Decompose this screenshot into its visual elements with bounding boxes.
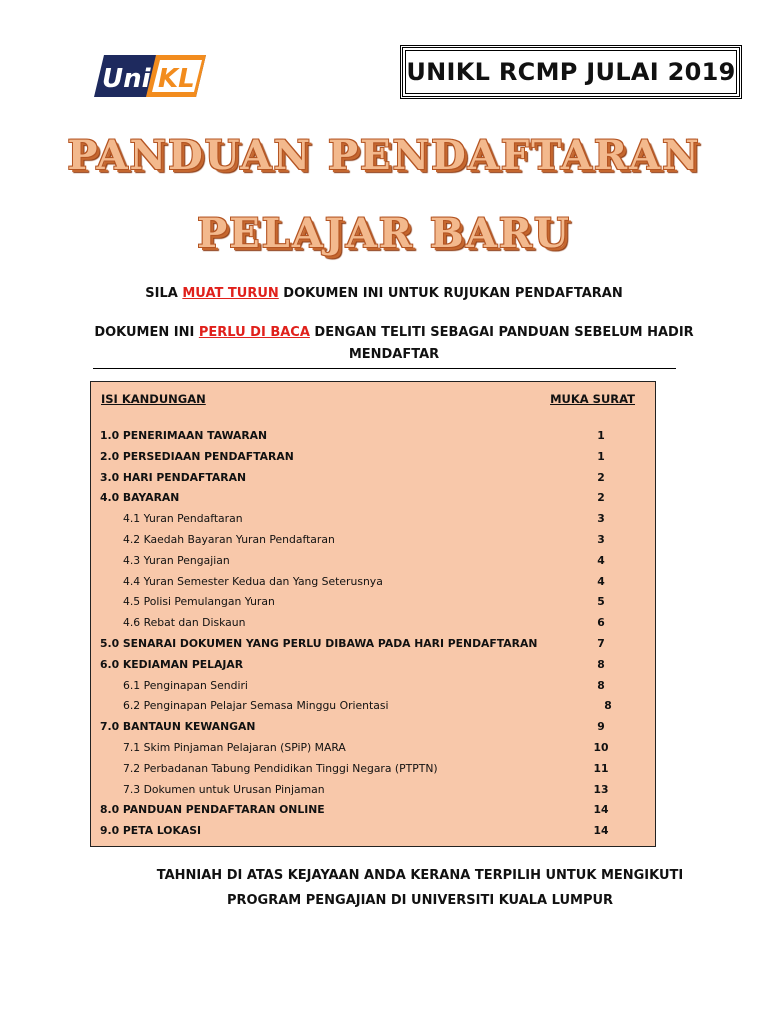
toc-row-page: 5 — [597, 595, 605, 609]
toc-row-page: 4 — [597, 574, 605, 588]
toc-row — [91, 488, 655, 509]
toc-row-page: 14 — [593, 824, 609, 838]
toc-row-label: 7.2 Perbadanan Tabung Pendidikan Tinggi Negara (PTPTN) — [123, 761, 438, 775]
toc-row — [91, 530, 655, 551]
toc-row — [91, 696, 655, 717]
toc-row-label: 9.0 PETA LOKASI — [100, 824, 202, 838]
toc-row-label: 6.1 Penginapan Sendiri — [123, 678, 248, 692]
toc-row-label: 7.0 BANTAUN KEWANGAN — [100, 720, 256, 734]
session-header-box — [400, 45, 742, 99]
toc-row — [91, 821, 655, 842]
toc-row-page: 13 — [593, 782, 609, 796]
toc-row-label: 5.0 SENARAI DOKUMEN YANG PERLU DIBAWA PADA HARI PENDAFTARAN — [100, 636, 538, 650]
download-notice-post: DOKUMEN INI UNTUK RUJUKAN PENDAFTARAN — [278, 286, 623, 301]
toc-row-label: 6.2 Penginapan Pelajar Semasa Minggu Orientasi — [123, 699, 389, 713]
toc-row-label: 3.0 HARI PENDAFTARAN — [100, 470, 246, 484]
document-title-line-2: PELAJAR BARU — [197, 210, 571, 257]
logo-text-kl: KL — [158, 64, 195, 94]
toc-heading-page: MUKA SURAT — [550, 392, 635, 406]
download-notice-pre: SILA — [145, 286, 183, 301]
toc-row — [91, 717, 655, 738]
toc-row-label: 7.1 Skim Pinjaman Pelajaran (SPiP) MARA — [123, 740, 346, 754]
toc-row-label: 4.1 Yuran Pendaftaran — [123, 512, 243, 526]
toc-row-label: 1.0 PENERIMAAN TAWARAN — [100, 429, 268, 442]
toc-row-label: 4.4 Yuran Semester Kedua dan Yang Seterusnya — [123, 574, 383, 588]
toc-row-page: 7 — [597, 636, 605, 650]
download-notice — [0, 286, 768, 301]
toc-row — [91, 800, 655, 821]
toc-row-label: 6.0 KEDIAMAN PELAJAR — [100, 657, 244, 671]
toc-row — [91, 572, 655, 593]
toc-row-page: 9 — [597, 720, 605, 734]
toc-row — [91, 676, 655, 697]
toc-row-label: 8.0 PANDUAN PENDAFTARAN ONLINE — [100, 803, 325, 817]
toc-row-page: 6 — [597, 616, 605, 630]
toc-row-page: 8 — [597, 678, 605, 692]
toc-row — [91, 613, 655, 634]
read-notice-post: DENGAN TELITI SEBAGAI PANDUAN SEBELUM HADIR MENDAFTAR — [309, 325, 694, 362]
toc-row-page: 14 — [593, 803, 609, 817]
section-divider — [93, 368, 676, 369]
toc-row-label: 2.0 PERSEDIAAN PENDAFTARAN — [100, 449, 294, 463]
toc-row — [91, 509, 655, 530]
toc-row-page: 11 — [593, 761, 609, 775]
toc-row-label: 4.0 BAYARAN — [100, 491, 180, 505]
read-notice-highlight: PERLU DI BACA — [198, 325, 310, 340]
toc-row-label: 4.3 Yuran Pengajian — [123, 553, 230, 567]
session-header-label: UNIKL RCMP JULAI 2019 — [406, 58, 736, 86]
toc-row — [91, 634, 655, 655]
toc-row-page: 2 — [597, 491, 605, 505]
toc-row-page: 1 — [597, 429, 605, 442]
congrats-line-2: PROGRAM PENGAJIAN DI UNIVERSITI KUALA LUMPUR — [226, 893, 614, 908]
toc-row — [91, 468, 655, 489]
table-of-contents — [90, 381, 656, 847]
toc-rows — [91, 426, 655, 842]
toc-row-label: 4.2 Kaedah Bayaran Yuran Pendaftaran — [123, 532, 335, 546]
toc-row — [91, 780, 655, 801]
toc-row-label: 7.3 Dokumen untuk Urusan Pinjaman — [123, 782, 325, 796]
toc-row — [91, 447, 655, 468]
read-notice — [60, 322, 728, 366]
toc-row-label: 4.5 Polisi Pemulangan Yuran — [123, 595, 275, 609]
toc-row-page: 1 — [597, 449, 605, 463]
toc-row — [91, 759, 655, 780]
toc-row — [91, 592, 655, 613]
read-notice-pre: DOKUMEN INI — [94, 325, 199, 340]
download-notice-highlight: MUAT TURUN — [182, 286, 279, 301]
toc-row-page: 4 — [597, 553, 605, 567]
document-title-line-1: PANDUAN PENDAFTARAN — [67, 132, 701, 179]
unikl-logo-mark — [94, 55, 206, 97]
toc-row-page: 8 — [597, 657, 605, 671]
unikl-logo — [94, 55, 206, 97]
toc-row-page: 10 — [593, 740, 609, 754]
congrats-line-1: TAHNIAH DI ATAS KEJAYAAN ANDA KERANA TERPILIH UNTUK MENGIKUTI — [156, 868, 684, 883]
toc-row — [91, 738, 655, 759]
toc-row — [91, 551, 655, 572]
toc-row-page: 2 — [597, 470, 605, 484]
toc-heading-contents: ISI KANDUNGAN — [101, 392, 206, 406]
toc-row-page: 3 — [597, 512, 605, 526]
toc-row-page: 8 — [604, 699, 612, 713]
toc-row-page: 3 — [597, 532, 605, 546]
logo-text-uni: Uni — [102, 64, 151, 94]
toc-row — [91, 655, 655, 676]
toc-row — [91, 426, 655, 447]
toc-row-label: 4.6 Rebat dan Diskaun — [123, 616, 246, 630]
